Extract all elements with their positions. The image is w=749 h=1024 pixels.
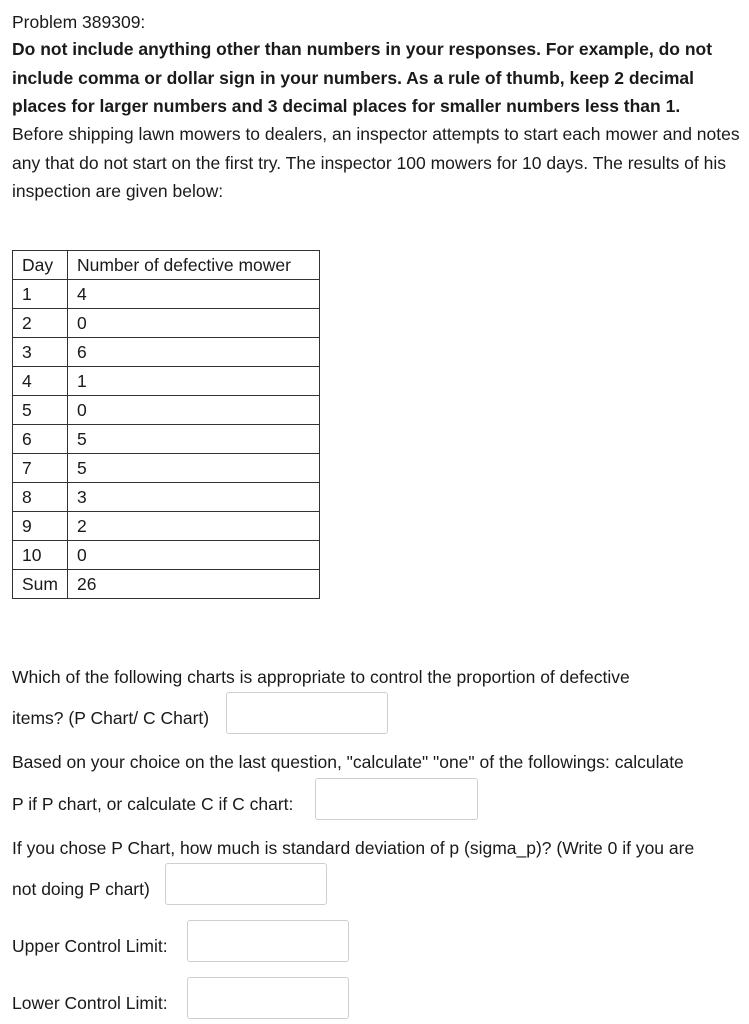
defects-cell: 5 — [68, 425, 320, 454]
day-cell: 4 — [13, 367, 68, 396]
problem-title: Problem 389309: — [12, 12, 146, 32]
defects-cell: 0 — [68, 396, 320, 425]
q1-text-line1: Which of the following charts is appropriate to control the proportion of defective — [12, 667, 630, 687]
header-defects: Number of defective mower — [68, 251, 320, 280]
day-cell: 7 — [13, 454, 68, 483]
q1-text-line2: items? (P Chart/ C Chart) — [12, 708, 210, 728]
header-day: Day — [13, 251, 68, 280]
day-cell: 2 — [13, 309, 68, 338]
day-cell: 8 — [13, 483, 68, 512]
table-row — [13, 541, 320, 570]
table-row — [13, 367, 320, 396]
instructions-text: Do not include anything other than numbers in your responses. For example, do not include comma or dollar sign in your numbers. As a rule of thumb, keep 2 decimal places for larger numbers and 3 decimal places for smaller numbers less than 1. — [12, 39, 713, 116]
table-header-row — [13, 251, 320, 280]
table-row — [13, 512, 320, 541]
day-cell: 10 — [13, 541, 68, 570]
defects-cell: 26 — [68, 570, 320, 599]
defects-cell: 5 — [68, 454, 320, 483]
defects-cell: 0 — [68, 541, 320, 570]
defects-cell: 2 — [68, 512, 320, 541]
defects-cell: 1 — [68, 367, 320, 396]
table-row — [13, 483, 320, 512]
table-row — [13, 309, 320, 338]
table-row — [13, 280, 320, 309]
q2-text-line1: Based on your choice on the last question, "calculate" "one" of the followings: calculate — [12, 752, 684, 772]
day-cell: 3 — [13, 338, 68, 367]
day-cell: 9 — [13, 512, 68, 541]
table-row — [13, 338, 320, 367]
defects-cell: 6 — [68, 338, 320, 367]
day-cell: 1 — [13, 280, 68, 309]
table-row — [13, 425, 320, 454]
defects-cell: 3 — [68, 483, 320, 512]
lcl-answer-input[interactable] — [187, 977, 349, 1019]
problem-intro: Before shipping lawn mowers to dealers, an inspector attempts to start each mower and notes any that do not start on the first try. The inspector 100 mowers for 10 days. The results of his inspection are given below: — [12, 124, 740, 201]
defects-cell: 4 — [68, 280, 320, 309]
q3-text-line1: If you chose P Chart, how much is standard deviation of p (sigma_p)? (Write 0 if you are — [12, 838, 695, 858]
q3-text-line2: not doing P chart) — [12, 879, 150, 899]
q1-answer-input[interactable] — [226, 692, 388, 734]
defects-cell: 0 — [68, 309, 320, 338]
day-cell: 6 — [13, 425, 68, 454]
table-row — [13, 570, 320, 599]
q3-answer-input[interactable] — [165, 863, 327, 905]
ucl-label: Upper Control Limit: — [12, 936, 168, 956]
q2-text-line2: P if P chart, or calculate C if C chart: — [12, 794, 294, 814]
lcl-label: Lower Control Limit: — [12, 993, 168, 1013]
ucl-answer-input[interactable] — [187, 920, 349, 962]
table-row — [13, 454, 320, 483]
q2-answer-input[interactable] — [315, 778, 478, 820]
defects-table — [12, 250, 320, 599]
day-cell: 5 — [13, 396, 68, 425]
table-row — [13, 396, 320, 425]
day-cell: Sum — [13, 570, 68, 599]
